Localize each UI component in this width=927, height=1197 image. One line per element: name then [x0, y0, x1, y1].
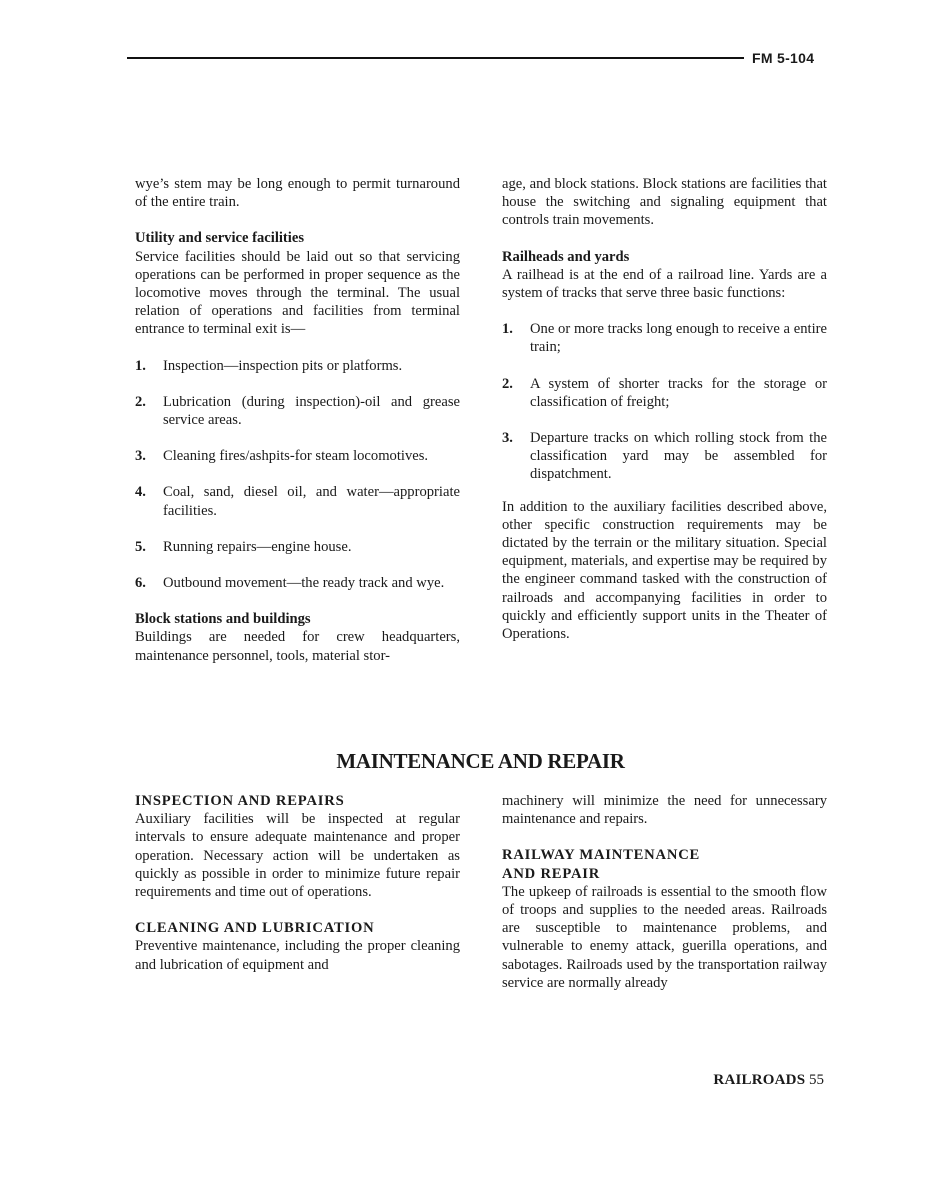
- inspection-text: Auxiliary facilities will be inspected at regular intervals to ensure adequate maintenance and proper operation. Necessary action will be undertaken as quickly as possible in order to minimize future repair requirements and time out of operations.: [135, 811, 460, 901]
- header-rule: [127, 57, 744, 59]
- list-item: 3. Departure tracks on which rolling stock from the classification yard may be assembled for dispatchment.: [502, 430, 827, 483]
- list-item: 3. Cleaning fires/ashpits-for steam locomotives.: [135, 448, 429, 465]
- list-item: 1. Inspection—inspection pits or platforms.: [135, 357, 403, 374]
- list-item: 5. Running repairs—engine house.: [135, 538, 352, 555]
- page-number: 55: [809, 1072, 824, 1088]
- left-column: [135, 175, 460, 665]
- lower-right-continuation: machinery will minimize the need for unnecessary maintenance and repairs.: [502, 793, 827, 828]
- list-item: 2. Lubrication (during inspection)-oil and grease service areas.: [135, 393, 460, 429]
- inspection-heading: INSPECTION AND REPAIRS: [135, 793, 345, 809]
- right-continuation: age, and block stations. Block stations are facilities that house the switching and signaling equipment that controls train movements.: [502, 176, 827, 229]
- block-heading: Block stations and buildings: [135, 611, 311, 628]
- cleaning-text: Preventive maintenance, including the proper cleaning and lubrication of equipment and: [135, 938, 460, 973]
- utility-heading: Utility and service facilities: [135, 230, 305, 247]
- left-intro: wye’s stem may be long enough to permit turnaround of the entire train.: [135, 176, 460, 211]
- lower-left-column: [135, 792, 460, 974]
- additional-requirements-text: In addition to the auxiliary facilities described above, other specific construction requirements may be dictated by the terrain or the military situation. Special equipment, materials, and expertise may be required by the engineer command tasked with the construction of railroads and accompanying facilities in order to quickly and efficiently support units in the Theater of Operations.: [502, 498, 827, 643]
- list-item: 2. A system of shorter tracks for the storage or classification of freight;: [502, 375, 827, 410]
- railheads-heading: Railheads and yards: [502, 248, 630, 265]
- list-item: 1. One or more tracks long enough to receive a entire train;: [502, 321, 827, 356]
- block-text: Buildings are needed for crew headquarters, maintenance personnel, tools, material stor-: [135, 629, 460, 664]
- railway-maintenance-heading-line2: AND REPAIR: [502, 865, 601, 882]
- section-title: MAINTENANCE AND REPAIR: [336, 749, 625, 773]
- list-item: 6. Outbound movement—the ready track and wye.: [135, 575, 445, 592]
- page-footer: [713, 1072, 824, 1089]
- cleaning-heading: CLEANING AND LUBRICATION: [135, 920, 375, 937]
- list-item: 4. Coal, sand, diesel oil, and water—appropriate facilities.: [135, 484, 460, 519]
- manual-code: FM 5-104: [752, 50, 815, 66]
- footer-section: RAILROADS: [713, 1072, 806, 1088]
- right-column: [502, 175, 827, 643]
- railheads-text: A railhead is at the end of a railroad line. Yards are a system of tracks that serve three basic functions:: [502, 266, 827, 302]
- utility-text: Service facilities should be laid out so that servicing operations can be performed in proper sequence as the locomotive moves through the terminal. The usual relation of operations and facilities from terminal entrance to terminal exit is—: [135, 248, 460, 338]
- lower-right-column: [502, 792, 827, 992]
- railway-maintenance-text: The upkeep of railroads is essential to the smooth flow of troops and supplies to the needed areas. Railroads are susceptible to maintenance problems, and vulnerable to enemy attack, guerilla operations, and sabotages. Railroads used by the transportation railway service are normally already: [502, 883, 827, 991]
- railway-maintenance-heading-line1: RAILWAY MAINTENANCE: [502, 847, 701, 864]
